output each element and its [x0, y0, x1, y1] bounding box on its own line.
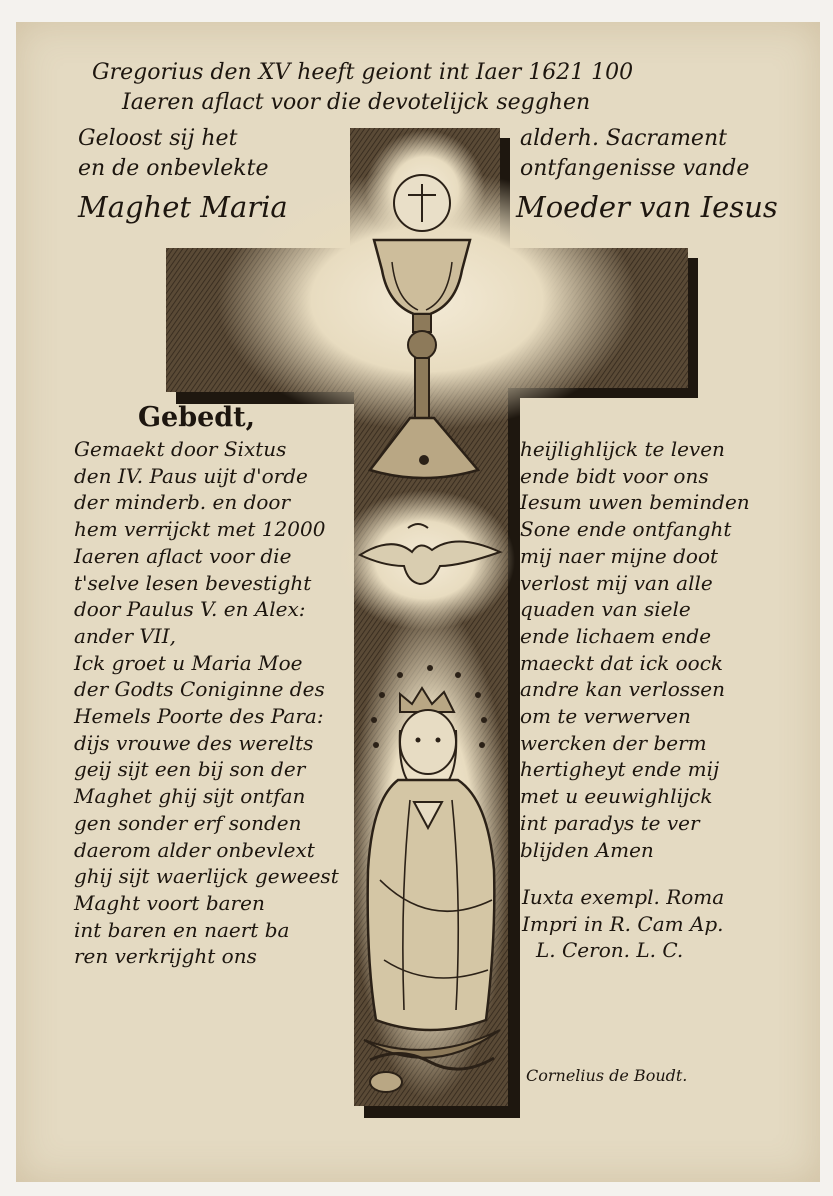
left-column-line: int baren en naert ba: [74, 917, 290, 942]
invocation-left-name: Maghet Maria: [78, 190, 288, 224]
invocation-right-line: ontfangenisse vande: [520, 156, 750, 181]
left-column-line: ander VII,: [74, 623, 176, 648]
right-column-line: andre kan verlossen: [520, 677, 726, 702]
invocation-left-line: en de onbevlekte: [78, 156, 269, 181]
left-column-line: Ick groet u Maria Moe: [74, 650, 303, 675]
left-column-line: geij sijt een bij son der: [74, 757, 306, 782]
invocation-right-name: Moeder van Iesus: [516, 190, 778, 224]
right-column-line: heijlighlijck te leven: [520, 437, 725, 461]
imprint-line: L. Ceron. L. C.: [536, 938, 684, 963]
left-column-line: door Paulus V. en Alex:: [74, 597, 306, 622]
engraver-signature: Cornelius de Boudt.: [526, 1066, 688, 1085]
left-column-line: den IV. Paus uijt d'orde: [74, 463, 308, 488]
left-column: [74, 436, 339, 970]
left-column-line: gen sonder erf sonden: [74, 810, 302, 835]
left-column-line: Maght voort baren: [74, 890, 265, 915]
right-column-line: maeckt dat ick oock: [520, 650, 724, 675]
right-column-line: int paradys te ver: [520, 810, 700, 835]
invocation-right-line: alderh. Sacrament: [520, 126, 727, 151]
invocation-left: [78, 124, 268, 184]
invocation-right: [520, 124, 749, 184]
right-column-line: Sone ende ontfanght: [520, 517, 732, 542]
right-column-line: ende lichaem ende: [520, 623, 712, 648]
imprint-line: Impri in R. Cam Ap.: [522, 911, 724, 936]
left-column-line: Hemels Poorte des Para:: [74, 704, 324, 729]
right-column-line: Iesum uwen beminden: [520, 490, 750, 515]
right-column-line: blijden Amen: [520, 837, 654, 862]
imprint-line: Iuxta exempl. Roma: [522, 885, 725, 909]
left-column-line: Iaeren aflact voor die: [74, 543, 292, 568]
right-column-line: quaden van siele: [520, 597, 691, 622]
left-column-line: Gemaekt door Sixtus: [74, 437, 287, 461]
left-column-line: hem verrijckt met 12000: [74, 517, 326, 542]
imprint: [522, 884, 724, 964]
right-column-line: wercken der berm: [520, 730, 707, 755]
heading-line-2: Iaeren aflact voor die devotelijck segghen: [122, 90, 591, 115]
right-column-line: ende bidt voor ons: [520, 463, 709, 488]
left-column-line: ren verkrijght ons: [74, 944, 257, 969]
right-column-line: om te verwerven: [520, 704, 691, 729]
right-column: [520, 436, 750, 863]
heading-line-1: Gregorius den XV heeft geiont int Iaer 1621 100: [92, 60, 634, 85]
invocation-left-line: Geloost sij het: [78, 126, 238, 151]
left-column-line: ghij sijt waerlijck geweest: [74, 864, 339, 889]
right-column-line: verlost mij van alle: [520, 570, 713, 595]
host-wafer-icon: [394, 175, 450, 231]
right-column-line: hertigheyt ende mij: [520, 757, 720, 782]
left-column-line: Maghet ghij sijt ontfan: [74, 784, 306, 809]
left-column-line: daerom alder onbevlext: [74, 837, 315, 862]
right-column-line: mij naer mijne doot: [520, 543, 719, 568]
left-column-line: der minderb. en door: [74, 490, 291, 515]
left-column-line: t'selve lesen bevestight: [74, 570, 312, 595]
right-column-line: met u eeuwighlijck: [520, 784, 713, 809]
prayer-title: Gebedt,: [138, 402, 256, 433]
left-column-line: dijs vrouwe des werelts: [74, 730, 314, 755]
left-column-line: der Godts Coniginne des: [74, 677, 325, 702]
heading: [92, 58, 633, 118]
